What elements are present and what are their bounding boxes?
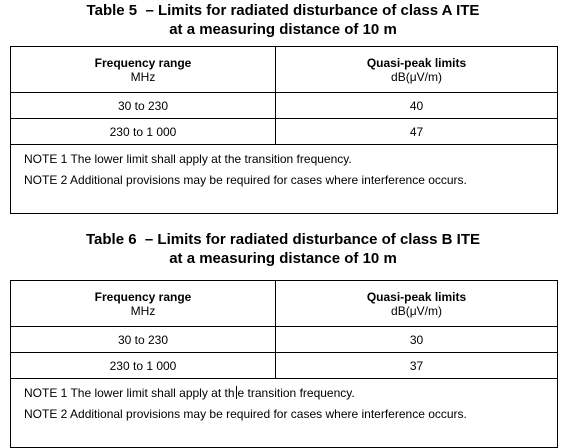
notes-cell[interactable]	[11, 379, 558, 448]
header-quasi-peak-limits	[276, 281, 558, 327]
table-row	[11, 119, 558, 145]
cell-frequency-range: 230 to 1 000	[11, 353, 276, 379]
header-quasi-peak-limits	[276, 47, 558, 93]
table-row	[11, 327, 558, 353]
header-frequency-range	[11, 47, 276, 93]
note-1	[24, 386, 547, 400]
cell-frequency-range: 230 to 1 000	[11, 119, 276, 145]
table-6	[10, 280, 558, 448]
note-2: NOTE 2 Additional provisions may be required for cases where interference occurs.	[24, 407, 467, 421]
notes-cell	[11, 145, 558, 214]
table-5	[10, 46, 558, 214]
cell-limit: 37	[276, 353, 558, 379]
header-unit: MHz	[130, 303, 156, 318]
note-1: NOTE 1 The lower limit shall apply at the transition frequency.	[24, 152, 352, 166]
table-5-title-line1: Table 5 – Limits for radiated disturbance of class A ITE	[86, 2, 480, 19]
note-1-text-start: NOTE 1 The lower limit shall apply at th	[24, 386, 235, 400]
table-5-title	[0, 1, 566, 39]
table-6-title-line2: at a measuring distance of 10 m	[169, 250, 397, 267]
header-label: Frequency range	[94, 55, 192, 70]
text-cursor	[236, 386, 237, 399]
table-row	[11, 353, 558, 379]
table-6-title-line1: Table 6 – Limits for radiated disturbance of class B ITE	[86, 231, 480, 248]
table-notes-row	[11, 379, 558, 448]
table-notes-row	[11, 145, 558, 214]
header-label: Quasi-peak limits	[366, 289, 467, 304]
cell-frequency-range: 30 to 230	[11, 327, 276, 353]
note-1-text-end: e transition frequency.	[237, 386, 355, 400]
cell-limit: 30	[276, 327, 558, 353]
note-2: NOTE 2 Additional provisions may be required for cases where interference occurs.	[24, 173, 467, 187]
cell-limit: 47	[276, 119, 558, 145]
header-unit: MHz	[130, 69, 156, 84]
header-frequency-range	[11, 281, 276, 327]
table-row	[11, 93, 558, 119]
table-header-row	[11, 47, 558, 93]
table-header-row	[11, 281, 558, 327]
header-unit: dB(μV/m)	[391, 69, 442, 84]
table-5-title-line2: at a measuring distance of 10 m	[169, 21, 397, 38]
header-label: Frequency range	[94, 289, 192, 304]
cell-limit: 40	[276, 93, 558, 119]
header-label: Quasi-peak limits	[366, 55, 467, 70]
cell-frequency-range: 30 to 230	[11, 93, 276, 119]
header-unit: dB(μV/m)	[391, 303, 442, 318]
table-6-title	[0, 230, 566, 268]
